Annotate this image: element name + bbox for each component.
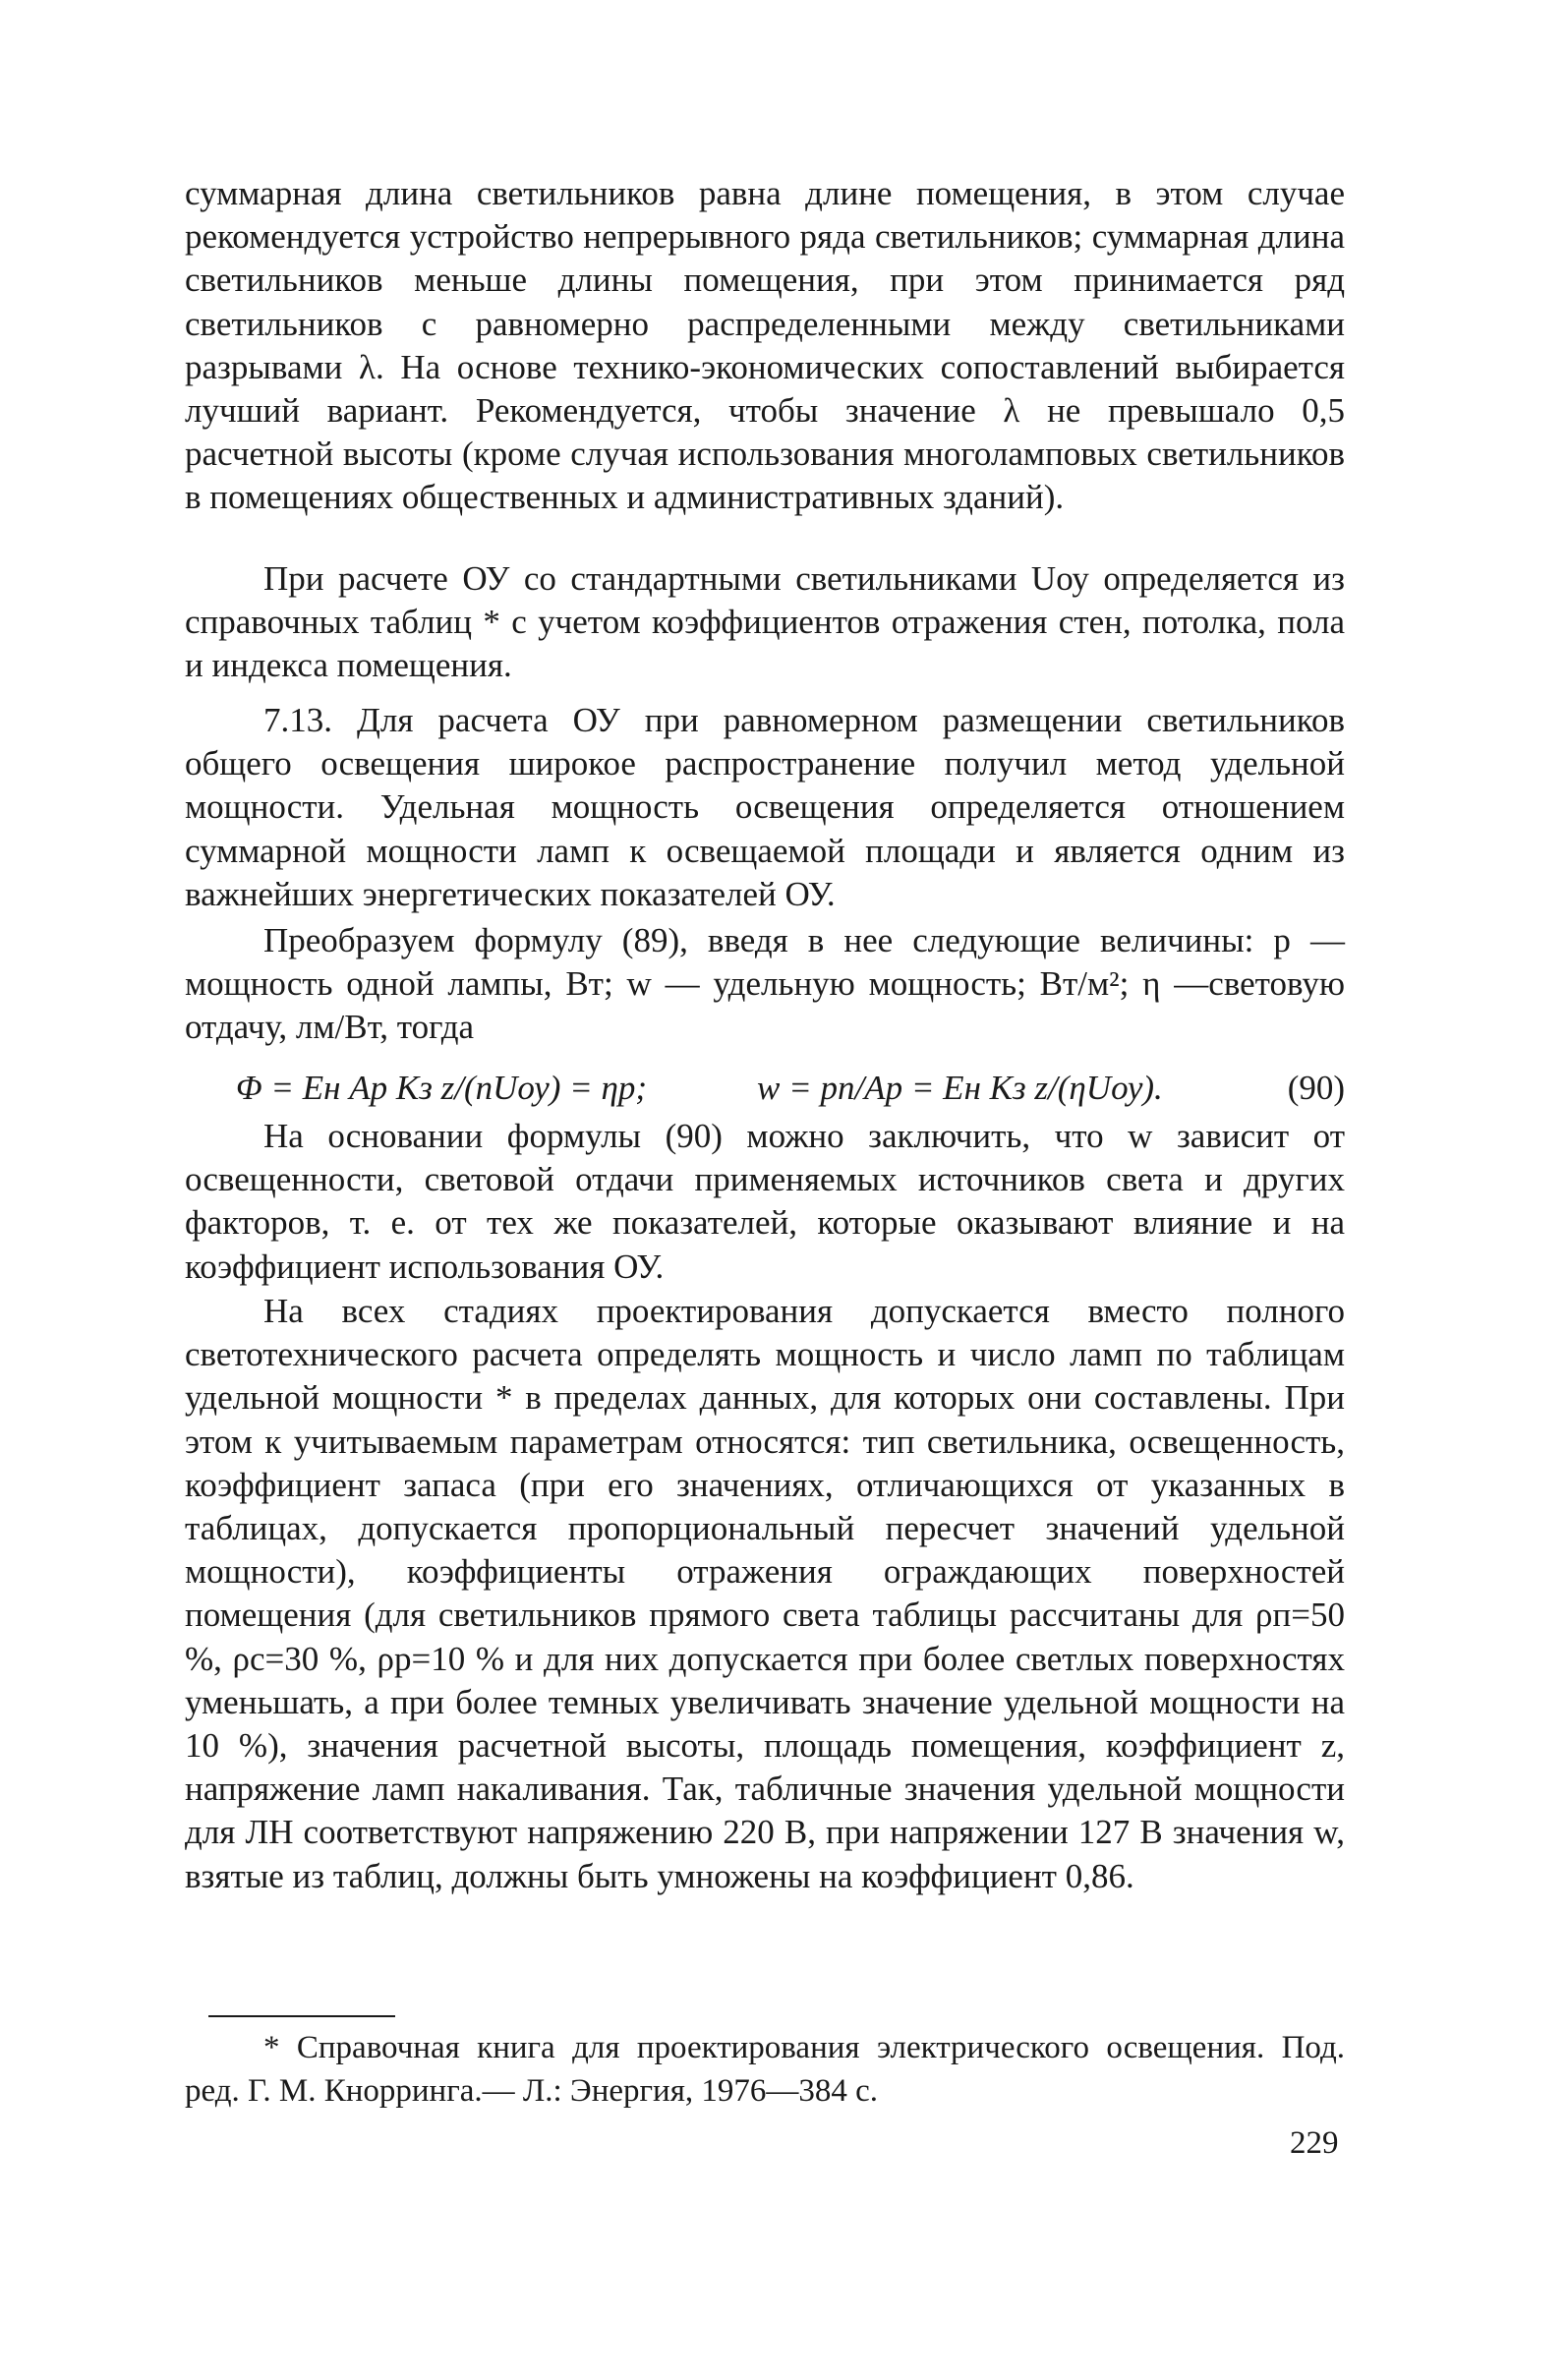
paragraph-design-stages: На всех стадиях проектирования допускается вместо полного светотехнического расчета определять мощность и число ламп по таблицам удельной мощности * в пределах данных, для которых они составлены. При этом к учитываемым параметрам относятся: тип светильника, освещенность, коэффициент запаса (при его значениях, отличающихся от указанных в таблицах, допускается пропорциональный пересчет значений удельной мощности), коэффициенты отражения ограждающих поверхностей помещения (для светильников прямого света таблицы рассчитаны для ρп=50 %, ρс=30 %, ρр=10 % и для них допускается при более светлых поверхностях уменьшать, а при более темных увеличивать значение удельной мощности на 10 %), значения расчетной высоты, площадь помещения, коэффициент z, напряжение ламп накаливания. Так, табличные значения удельной мощности для ЛН соответствуют напряжению 220 В, при напряжении 127 В значения w, взятые из таблиц, должны быть умножены на коэффициент 0,86.	[185, 1292, 1345, 1895]
footnote: * Справочная книга для проектирования электрического освещения. Под. ред. Г. М. Кнорринга.— Л.: Энергия, 1976—384 с.	[185, 2030, 1345, 2109]
formula-flux: Φ = Eн Aр Kз z/(nUоу) = ηp;	[236, 1069, 648, 1107]
text-block	[185, 699, 1345, 916]
paragraph-lamp-row-length: суммарная длина светильников равна длине помещения, в этом случае рекомендуется устройство непрерывного ряда светильников; суммарная длина светильников меньше длины помещения, при этом принимается ряд светильников с равномерно распределенными между светильниками разрывами λ. На основе технико-экономических сопоставлений выбирается лучший вариант. Рекомендуется, чтобы значение λ не превышало 0,5 расчетной высоты (кроме случая использования многоламповых светильников в помещениях общественных и административных зданий).	[185, 174, 1345, 517]
page-number: 229	[1290, 2125, 1339, 2161]
text-block	[185, 172, 1345, 520]
paragraph-formula-intro: Преобразуем формулу (89), введя в нее следующие величины: p — мощность одной лампы, Вт; w — удельную мощность; Вт/м²; η —световую отдачу, лм/Вт, тогда	[185, 921, 1345, 1047]
paragraph-section-7-13: 7.13. Для расчета ОУ при равномерном размещении светильников общего освещения широкое распространение получил метод удельной мощности. Удельная мощность освещения определяется отношением суммарной мощности ламп к освещаемой площади и является одним из важнейших энергетических показателей ОУ.	[185, 701, 1345, 913]
formula-number: (90)	[1287, 1069, 1345, 1107]
text-block	[185, 919, 1345, 1050]
text-block	[185, 1115, 1345, 1289]
formula-specific-power: w = pn/Aр = Eн Kз z/(ηUоу).	[757, 1069, 1163, 1107]
text-block	[185, 1290, 1345, 1898]
formula-90	[236, 1064, 1345, 1113]
text-block	[185, 557, 1345, 688]
paragraph-formula-conclusion: На основании формулы (90) можно заключить, что w зависит от освещенности, световой отдачи применяемых источников света и других факторов, т. е. от тех же показателей, которые оказывают влияние и на коэффициент использования ОУ.	[185, 1117, 1345, 1286]
footnote-divider	[208, 2015, 395, 2017]
paragraph-standard-luminaires: При расчете ОУ со стандартными светильниками Uоу определяется из справочных таблиц * с учетом коэффициентов отражения стен, потолка, пола и индекса помещения.	[185, 559, 1345, 685]
